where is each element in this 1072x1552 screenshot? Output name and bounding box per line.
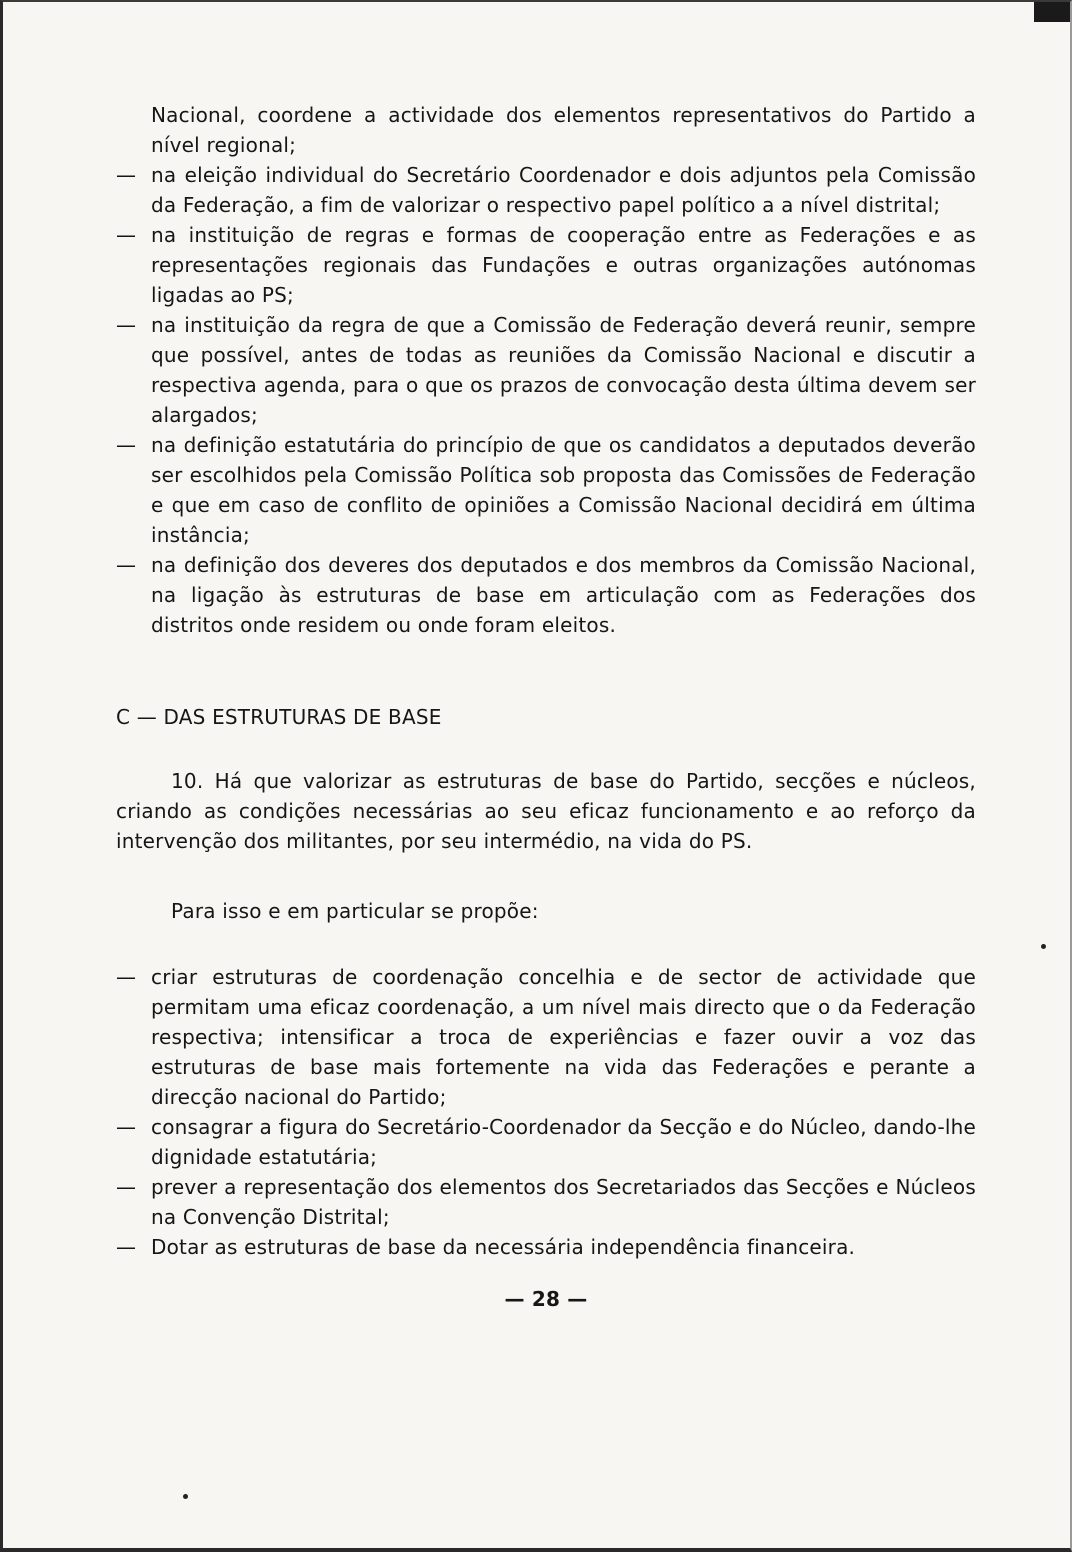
bullet-item <box>116 160 976 220</box>
page-content <box>116 100 976 1314</box>
bullet-dash: — <box>116 1175 137 1199</box>
bullet-dash: — <box>116 553 137 577</box>
bullet-dash: — <box>116 433 137 457</box>
scan-corner-mark <box>1034 2 1070 22</box>
section-heading: C — DAS ESTRUTURAS DE BASE <box>116 705 442 729</box>
bullet-dash: — <box>116 313 137 337</box>
scan-speck <box>1041 944 1046 949</box>
bullet-dash: — <box>116 1235 137 1259</box>
bullet-item <box>116 1232 976 1262</box>
bullet-dash: — <box>116 965 137 989</box>
bullet-item <box>116 1112 976 1172</box>
bullet-text: Dotar as estruturas de base da necessária independência financeira. <box>151 1235 856 1259</box>
bullet-dash: — <box>116 163 137 187</box>
bullet-list-2 <box>116 962 976 1262</box>
bullet-text: na instituição da regra de que a Comissão de Federação deverá reunir, sempre que possível, antes de todas as reuniões da Comissão Nacional e discutir a respectiva agenda, para o que os prazos de convocação desta última devem ser alargados; <box>151 313 976 427</box>
bullet-text: na definição estatutária do princípio de que os candidatos a deputados deverão ser escolhidos pela Comissão Política sob proposta das Comissões de Federação e que em caso de conflito de opiniões a Comissão Nacional decidirá em última instância; <box>151 433 976 547</box>
paragraph-10: 10. Há que valorizar as estruturas de base do Partido, secções e núcleos, criando as condições necessárias ao seu eficaz funcionamento e ao reforço da intervenção dos militantes, por seu intermédio, na vida do PS. <box>116 769 976 853</box>
bullet-item <box>116 550 976 640</box>
bullet-list-1 <box>116 160 976 640</box>
bullet-text: na definição dos deveres dos deputados e dos membros da Comissão Nacional, na ligação às estruturas de base em articulação com as Federações dos distritos onde residem ou onde foram eleitos. <box>151 553 976 637</box>
page-number: — 28 — <box>504 1287 588 1311</box>
bullet-text: criar estruturas de coordenação concelhia e de sector de actividade que permitam uma eficaz coordenação, a um nível mais directo que o da Federação respectiva; intensificar a troca de experiências e fazer ouvir a voz das estruturas de base mais fortemente na vida das Federações e perante a direcção nacional do Partido; <box>151 965 976 1109</box>
bullet-text: consagrar a figura do Secretário-Coordenador da Secção e do Núcleo, dando-lhe dignidade estatutária; <box>151 1115 976 1169</box>
bullet-item <box>116 220 976 310</box>
bullet-item <box>116 962 976 1112</box>
bullet-dash: — <box>116 223 137 247</box>
bullet-dash: — <box>116 1115 137 1139</box>
bullet-item <box>116 310 976 430</box>
lead-in-text: Para isso e em particular se propõe: <box>171 899 539 923</box>
bullet-item <box>116 1172 976 1232</box>
bullet-item <box>116 430 976 550</box>
bullet-text: na instituição de regras e formas de cooperação entre as Federações e as representações regionais das Fundações e outras organizações autónomas ligadas ao PS; <box>151 223 976 307</box>
continuation-text: Nacional, coordene a actividade dos elementos representativos do Partido a nível regional; <box>151 103 976 157</box>
bullet-text: na eleição individual do Secretário Coordenador e dois adjuntos pela Comissão da Federação, a fim de valorizar o respectivo papel político a a nível distrital; <box>151 163 976 217</box>
scan-speck <box>183 1494 188 1499</box>
bullet-text: prever a representação dos elementos dos Secretariados das Secções e Núcleos na Convenção Distrital; <box>151 1175 976 1229</box>
